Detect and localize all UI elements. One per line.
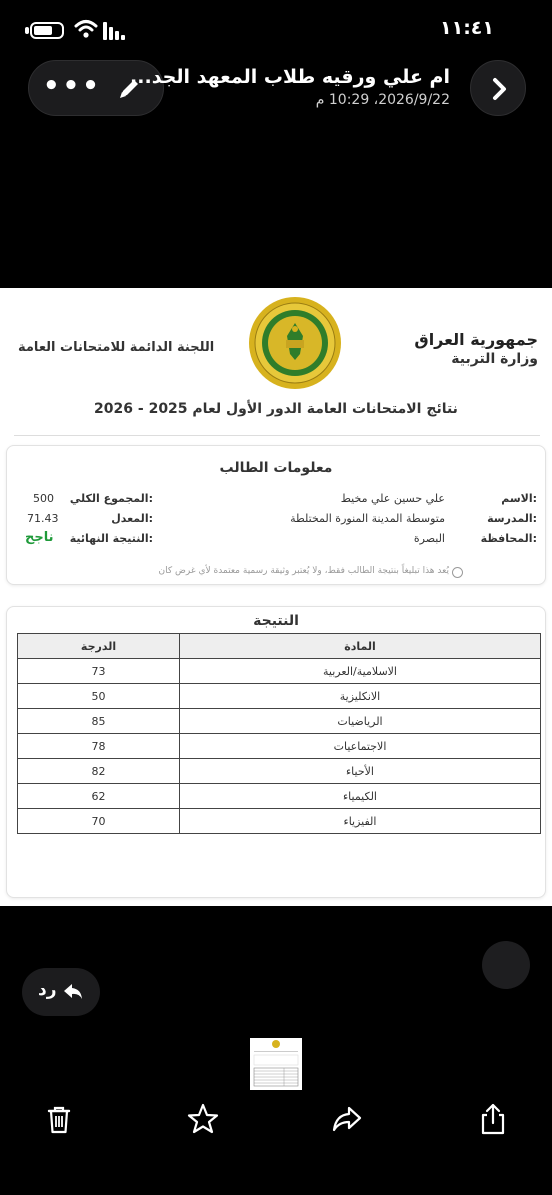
governorate-value: البصرة — [413, 532, 445, 545]
total-value: 500 — [33, 492, 54, 505]
total-label: المجموع الكلي: — [69, 492, 153, 505]
star-icon[interactable] — [186, 1102, 220, 1136]
results-card — [6, 606, 546, 898]
grade-cell: 85 — [18, 709, 180, 734]
back-button[interactable] — [470, 60, 526, 116]
subject-cell: الكيمياء — [180, 784, 541, 809]
forward-icon[interactable] — [330, 1102, 364, 1136]
grade-cell: 62 — [18, 784, 180, 809]
table-row — [18, 709, 541, 734]
subject-cell: الأحياء — [180, 759, 541, 784]
circle-button[interactable] — [482, 941, 530, 989]
battery-tip — [25, 27, 29, 34]
trash-icon[interactable] — [42, 1102, 76, 1136]
results-heading: النتيجة — [253, 613, 299, 629]
average-label: المعدل: — [111, 512, 153, 525]
iraq-emblem-seal — [248, 296, 342, 390]
status-bar — [0, 0, 552, 60]
share-icon[interactable] — [476, 1102, 510, 1136]
image-thumbnail[interactable] — [250, 1038, 302, 1090]
committee-name: اللجنة الدائمة للامتحانات العامة — [18, 340, 215, 355]
grade-cell: 78 — [18, 734, 180, 759]
result-document[interactable] — [0, 288, 552, 906]
school-value: متوسطة المدينة المنورة المختلطة — [290, 512, 445, 525]
grade-cell: 82 — [18, 759, 180, 784]
more-icon[interactable]: ••• — [43, 71, 102, 101]
reply-arrow-icon — [62, 982, 84, 1002]
battery-icon — [30, 22, 64, 39]
average-value: 71.43 — [27, 512, 59, 525]
wifi-icon — [74, 19, 98, 39]
doc-header-right — [414, 330, 538, 367]
reply-label: رد — [38, 980, 57, 1000]
governorate-label: المحافظة: — [480, 532, 537, 545]
table-row — [18, 734, 541, 759]
disclaimer-note: يُعد هذا تبليغاً بنتيجة الطالب فقط، ولا يُعتبر وثيقة رسمية معتمدة لأي غرض كان — [158, 566, 449, 576]
name-value: علي حسين علي مخيط — [340, 492, 445, 505]
status-time: ١١:٤١ — [440, 17, 494, 39]
message-date: 2026/9/22، 10:29 م — [315, 92, 450, 108]
chat-title: ام علي ورقيه طلاب المعهد الجد... — [130, 66, 450, 88]
subject-cell: الانكليزية — [180, 684, 541, 709]
table-row — [18, 784, 541, 809]
table-row — [18, 809, 541, 834]
reply-button[interactable] — [22, 968, 100, 1016]
country-name: جمهورية العراق — [414, 330, 538, 349]
final-result-value: ناجح — [25, 530, 54, 545]
table-header-row — [18, 634, 541, 659]
name-label: الاسم: — [501, 492, 537, 505]
grade-cell: 50 — [18, 684, 180, 709]
table-row — [18, 759, 541, 784]
divider — [14, 435, 540, 436]
shield-icon — [452, 567, 463, 578]
exam-title: نتائج الامتحانات العامة الدور الأول لعام 2025 - 2026 — [94, 401, 458, 417]
ministry-name: وزارة التربية — [451, 351, 538, 367]
student-info-card — [6, 445, 546, 585]
school-label: المدرسة: — [487, 512, 537, 525]
grade-cell: 70 — [18, 809, 180, 834]
signal-icon — [103, 22, 129, 40]
subject-cell: الاسلامية/العربية — [180, 659, 541, 684]
table-row — [18, 659, 541, 684]
student-info-heading: معلومات الطالب — [219, 460, 333, 476]
subject-cell: الرياضيات — [180, 709, 541, 734]
subject-cell: الفيزياء — [180, 809, 541, 834]
grade-cell: 73 — [18, 659, 180, 684]
chevron-right-icon — [471, 61, 527, 117]
subject-cell: الاجتماعيات — [180, 734, 541, 759]
col-grade: الدرجة — [18, 634, 180, 659]
final-result-label: النتيجة النهائية: — [69, 532, 153, 545]
thumbnail-preview — [250, 1038, 302, 1090]
table-row — [18, 684, 541, 709]
results-table — [17, 633, 541, 834]
col-subject: المادة — [180, 634, 541, 659]
